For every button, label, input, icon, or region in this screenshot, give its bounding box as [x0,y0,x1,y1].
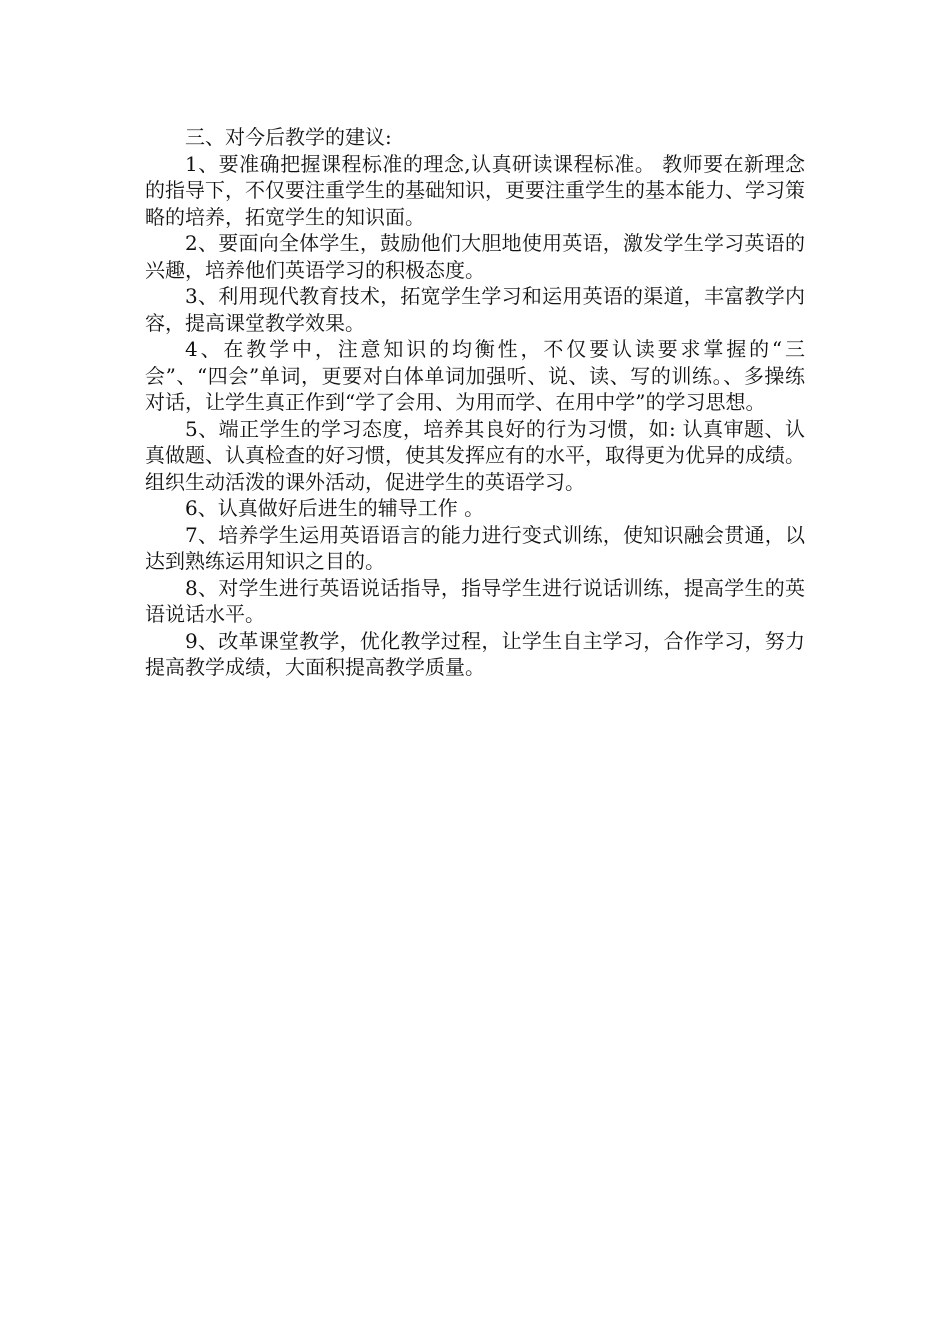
document-body [145,124,805,681]
paragraph-6: 6、认真做好后进生的辅导工作 。 [185,496,485,520]
paragraph-1: 1、要准确把握课程标准的理念,认真研读课程标准。 教师要在新理念的指导下，不仅要注重学生的基础知识，更要注重学生的基本能力、学习策略的培养，拓宽学生的知识面。 [145,151,805,229]
paragraph-9: 9、改革课堂教学，优化教学过程，让学生自主学习，合作学习，努力提高教学成绩，大面积提高教学质量。 [145,628,805,679]
paragraph-2: 2、要面向全体学生，鼓励他们大胆地使用英语，激发学生学习英语的兴趣，培养他们英语学习的积极态度。 [145,231,805,282]
paragraph-8: 8、对学生进行英语说话指导，指导学生进行说话训练，提高学生的英语说话水平。 [145,575,805,626]
paragraph-7: 7、培养学生运用英语语言的能力进行变式训练，使知识融会贯通，以达到熟练运用知识之目的。 [145,522,805,573]
paragraph-3: 3、利用现代教育技术，拓宽学生学习和运用英语的渠道，丰富教学内容，提高课堂教学效果。 [145,284,805,335]
paragraph-4: 4、在教学中，注意知识的均衡性，不仅要认读要求掌握的“三会”、“四会”单词，更要对白体单词加强听、说、读、写的训练。、多操练对话，让学生真正作到“学了会用、为用而学、在用中学”的学习思想。 [145,337,805,414]
section-heading: 三、对今后教学的建议: [185,125,392,149]
paragraph-5: 5、端正学生的学习态度，培养其良好的行为习惯，如: 认真审题、认真做题、认真检查的好习惯，使其发挥应有的水平，取得更为优异的成绩。组织生动活泼的课外活动，促进学生的英语学习。 [145,416,805,494]
